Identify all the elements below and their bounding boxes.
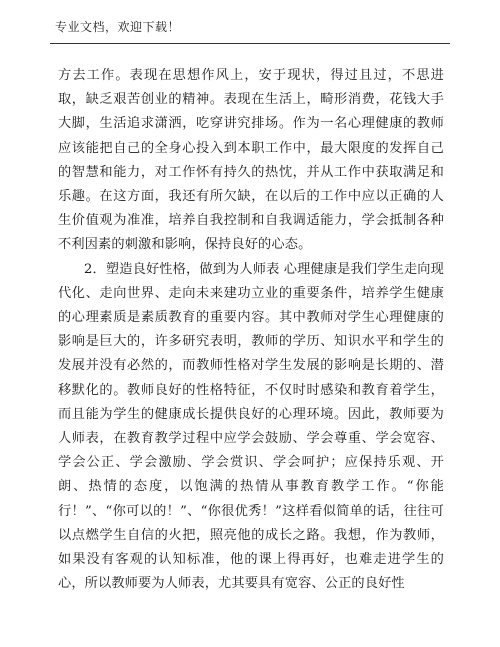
- paragraph-section-2: 2．塑造良好性格，做到为人师表 心理健康是我们学生走向现代化、走向世界、走向未来建功立业的重要条件，培养学生健康的心理素质是素质教育的重要内容。其中教师对学生心理健康的影响是巨大的，许多研究表明，教师的学历、知识水平和学生的发展并没有必然的，而教师性格对学生发展的影响是长期的、潜移默化的。教师良好的性格特征，不仅时时感染和教育着学生，而且能为学生的健康成长提供良好的心理环境。因此，教师要为人师表，在教育教学过程中应学会鼓励、学会尊重、学会宽容、学会公正、学会激励、学会赏识、学会呵护；应保持乐观、开朗、热情的态度，以饱满的热情从事教育教学工作。“你能行！”、“你可以的！”、“你很优秀！”这样看似简单的话，往往可以点燃学生自信的火把，照亮他的成长之路。我想，作为教师，如果没有客观的认知标准，他的课上得再好，也难走进学生的心，所以教师要为人师表，尤其要具有宽容、公正的良好性: [58, 261, 444, 592]
- document-body: [58, 64, 444, 596]
- page-header: 专业文档，欢迎下载！: [55, 20, 181, 34]
- paragraph-continued: 方去工作。表现在思想作风上，安于现状，得过且过，不思进取，缺乏艰苦创业的精神。表现在生活上，畸形消费，花钱大手大脚，生活追求潇洒，吃穿讲究排场。作为一名心理健康的教师应该能把自己的全身心投入到本职工作中，最大限度的发挥自己的智慧和能力，对工作怀有持久的热忱，并从工作中获取满足和乐趣。在这方面，我还有所欠缺，在以后的工作中应以正确的人生价值观为准准，培养自我控制和自我调适能力，学会抵制各种不利因素的刺激和影响，保持良好的心态。: [58, 68, 444, 253]
- header-divider: [50, 43, 450, 44]
